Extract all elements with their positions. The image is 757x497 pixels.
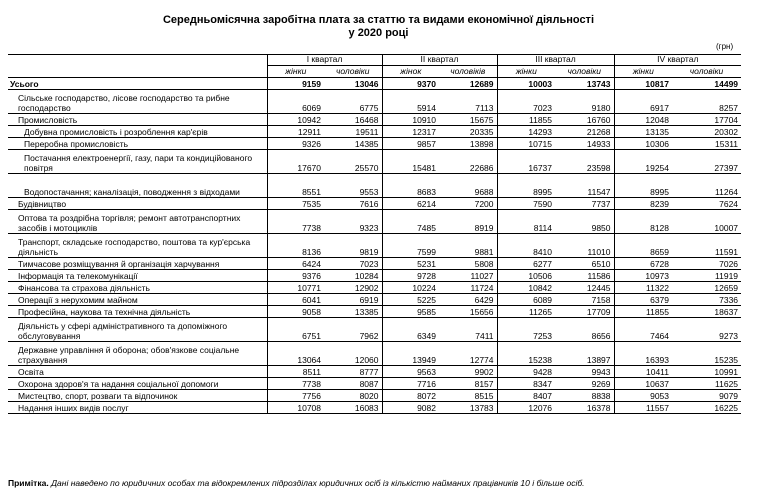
value-cell: 14499 [672,77,741,89]
value-cell: 8659 [614,233,672,257]
value-cell: 8777 [324,365,382,377]
value-cell: 17670 [267,149,324,173]
value-cell: 13783 [439,401,497,413]
value-cell: 10224 [382,281,439,293]
value-cell: 8020 [324,389,382,401]
table-row [8,377,741,389]
value-cell: 8128 [614,209,672,233]
header-blank [8,54,267,65]
value-cell: 10942 [267,113,324,125]
value-cell: 12911 [267,125,324,137]
row-label: Мистецтво, спорт, розваги та відпочинок [8,389,267,401]
table-row [8,137,741,149]
value-cell: 8515 [439,389,497,401]
quarter-2-header: II квартал [382,54,497,65]
row-label: Переробна промисловість [8,137,267,149]
value-cell: 10771 [267,281,324,293]
table-row [8,317,741,341]
value-cell: 16378 [555,401,614,413]
value-cell: 9180 [555,89,614,113]
value-cell: 9850 [555,209,614,233]
value-cell: 6214 [382,197,439,209]
value-cell: 7023 [324,257,382,269]
value-cell: 11027 [439,269,497,281]
value-cell: 9943 [555,365,614,377]
footnote [8,478,585,489]
value-cell: 9553 [324,173,382,197]
value-cell: 11547 [555,173,614,197]
value-cell: 10306 [614,137,672,149]
value-cell: 11265 [497,305,555,317]
table-row [8,269,741,281]
value-cell: 16760 [555,113,614,125]
value-cell: 7026 [672,257,741,269]
value-cell: 7590 [497,197,555,209]
value-cell: 7756 [267,389,324,401]
value-cell: 13135 [614,125,672,137]
row-label: Операції з нерухомим майном [8,293,267,305]
value-cell: 7464 [614,317,672,341]
value-cell: 12317 [382,125,439,137]
value-cell: 5914 [382,89,439,113]
quarter-1-header: I квартал [267,54,382,65]
value-cell: 12076 [497,401,555,413]
value-cell: 8410 [497,233,555,257]
value-cell: 6069 [267,89,324,113]
table-row [8,113,741,125]
value-cell: 10411 [614,365,672,377]
value-cell: 10007 [672,209,741,233]
quarter-4-header: IV квартал [614,54,741,65]
row-label: Державне управління й оборона; обов'язкове соціальне страхування [8,341,267,365]
value-cell: 8157 [439,377,497,389]
value-cell: 9323 [324,209,382,233]
value-cell: 13897 [555,341,614,365]
value-cell: 15311 [672,137,741,149]
table-row [8,125,741,137]
value-cell: 10973 [614,269,672,281]
value-cell: 11724 [439,281,497,293]
value-cell: 19511 [324,125,382,137]
value-cell: 7962 [324,317,382,341]
value-cell: 13898 [439,137,497,149]
value-cell: 8257 [672,89,741,113]
sub-header: жінки [614,65,672,77]
value-cell: 9079 [672,389,741,401]
value-cell: 8995 [497,173,555,197]
value-cell: 13046 [324,77,382,89]
value-cell: 13385 [324,305,382,317]
value-cell: 6424 [267,257,324,269]
value-cell: 10817 [614,77,672,89]
row-label: Постачання електроенергії, газу, пари та кондиційованого повітря [8,149,267,173]
value-cell: 6041 [267,293,324,305]
value-cell: 11919 [672,269,741,281]
value-cell: 23598 [555,149,614,173]
value-cell: 7158 [555,293,614,305]
value-cell: 12445 [555,281,614,293]
value-cell: 16468 [324,113,382,125]
value-cell: 9881 [439,233,497,257]
value-cell: 8511 [267,365,324,377]
value-cell: 5225 [382,293,439,305]
value-cell: 12048 [614,113,672,125]
value-cell: 8407 [497,389,555,401]
value-cell: 15238 [497,341,555,365]
value-cell: 10715 [497,137,555,149]
table-row [8,341,741,365]
row-label: Сільське господарство, лісове господарство та рибне господарство [8,89,267,113]
value-cell: 7738 [267,377,324,389]
value-cell: 21268 [555,125,614,137]
row-label: Оптова та роздрібна торгівля; ремонт автотранспортних засобів і мотоциклів [8,209,267,233]
value-cell: 8239 [614,197,672,209]
value-cell: 8838 [555,389,614,401]
value-cell: 7738 [267,209,324,233]
value-cell: 8656 [555,317,614,341]
sub-header: чоловіки [555,65,614,77]
value-cell: 7535 [267,197,324,209]
row-label: Тимчасове розміщування й організація харчування [8,257,267,269]
value-cell: 9273 [672,317,741,341]
value-cell: 6349 [382,317,439,341]
value-cell: 8683 [382,173,439,197]
value-cell: 16083 [324,401,382,413]
value-cell: 6751 [267,317,324,341]
value-cell: 6510 [555,257,614,269]
table-row [8,389,741,401]
value-cell: 10842 [497,281,555,293]
value-cell: 8995 [614,173,672,197]
table-subtitle-year: у 2020 році [348,27,409,39]
value-cell: 7023 [497,89,555,113]
value-cell: 7737 [555,197,614,209]
value-cell: 12659 [672,281,741,293]
footnote-text: Дані наведено по юридичних особах та відокремлених підрозділах юридичних осіб із кількістю найманих працівників 10 і більше осіб. [51,478,585,488]
value-cell: 20335 [439,125,497,137]
value-cell: 25570 [324,149,382,173]
value-cell: 7200 [439,197,497,209]
value-cell: 20302 [672,125,741,137]
table-row [8,209,741,233]
value-cell: 11625 [672,377,741,389]
value-cell: 7485 [382,209,439,233]
value-cell: 7599 [382,233,439,257]
value-cell: 7624 [672,197,741,209]
value-cell: 6917 [614,89,672,113]
value-cell: 10910 [382,113,439,125]
value-cell: 6379 [614,293,672,305]
value-cell: 12689 [439,77,497,89]
value-cell: 27397 [672,149,741,173]
value-cell: 8347 [497,377,555,389]
header-blank-2 [8,65,267,77]
value-cell: 9902 [439,365,497,377]
value-cell: 9269 [555,377,614,389]
sub-header: жінки [267,65,324,77]
value-cell: 11586 [555,269,614,281]
value-cell: 7716 [382,377,439,389]
value-cell: 14933 [555,137,614,149]
table-row [8,401,741,413]
row-label: Діяльність у сфері адміністративного та допоміжного обслуговування [8,317,267,341]
row-label: Водопостачання; каналізація, поводження з відходами [8,173,267,197]
value-cell: 11322 [614,281,672,293]
table-row [8,77,741,89]
table-row [8,365,741,377]
table-row [8,89,741,113]
sub-header: чоловіки [672,65,741,77]
value-cell: 8919 [439,209,497,233]
value-cell: 7616 [324,197,382,209]
value-cell: 8072 [382,389,439,401]
value-cell: 7113 [439,89,497,113]
value-cell: 8551 [267,173,324,197]
value-cell: 16393 [614,341,672,365]
row-label: Інформація та телекомунікації [8,269,267,281]
value-cell: 11557 [614,401,672,413]
value-cell: 22686 [439,149,497,173]
row-label: Професійна, наукова та технічна діяльність [8,305,267,317]
sub-header: жінки [497,65,555,77]
value-cell: 7253 [497,317,555,341]
value-cell: 8114 [497,209,555,233]
value-cell: 10506 [497,269,555,281]
sub-header: чоловіки [324,65,382,77]
value-cell: 19254 [614,149,672,173]
value-cell: 10708 [267,401,324,413]
value-cell: 9370 [382,77,439,89]
value-cell: 13743 [555,77,614,89]
unit-label: (грн) [716,42,734,51]
value-cell: 9728 [382,269,439,281]
value-cell: 10284 [324,269,382,281]
value-cell: 8087 [324,377,382,389]
value-cell: 6429 [439,293,497,305]
value-cell: 11264 [672,173,741,197]
value-cell: 9857 [382,137,439,149]
value-cell: 12060 [324,341,382,365]
value-cell: 9053 [614,389,672,401]
value-cell: 6728 [614,257,672,269]
table-row [8,197,741,209]
row-label: Транспорт, складське господарство, поштова та кур'єрська діяльність [8,233,267,257]
value-cell: 16225 [672,401,741,413]
value-cell: 10991 [672,365,741,377]
table-title: Середньомісячна заробітна плата за статтю та видами економічної діяльності [162,14,595,26]
table-row [8,293,741,305]
table-row [8,233,741,257]
row-label: Освіта [8,365,267,377]
value-cell: 18637 [672,305,741,317]
value-cell: 10637 [614,377,672,389]
value-cell: 14385 [324,137,382,149]
row-label: Охорона здоров'я та надання соціальної допомоги [8,377,267,389]
value-cell: 5231 [382,257,439,269]
value-cell: 14293 [497,125,555,137]
sub-header: жінок [382,65,439,77]
value-cell: 5808 [439,257,497,269]
sub-header: чоловіків [439,65,497,77]
value-cell: 6775 [324,89,382,113]
value-cell: 16737 [497,149,555,173]
row-label: Усього [8,77,267,89]
row-label: Надання інших видів послуг [8,401,267,413]
value-cell: 9428 [497,365,555,377]
row-label: Промисловість [8,113,267,125]
value-cell: 11855 [614,305,672,317]
value-cell: 12774 [439,341,497,365]
table-row [8,257,741,269]
value-cell: 6089 [497,293,555,305]
value-cell: 9563 [382,365,439,377]
value-cell: 9058 [267,305,324,317]
wage-table [8,54,741,414]
table-row [8,281,741,293]
footnote-label: Примітка. [8,478,49,488]
value-cell: 6919 [324,293,382,305]
value-cell: 11855 [497,113,555,125]
value-cell: 9159 [267,77,324,89]
value-cell: 7336 [672,293,741,305]
value-cell: 9585 [382,305,439,317]
value-cell: 8136 [267,233,324,257]
value-cell: 10003 [497,77,555,89]
value-cell: 9376 [267,269,324,281]
value-cell: 7411 [439,317,497,341]
value-cell: 13949 [382,341,439,365]
value-cell: 15656 [439,305,497,317]
table-row [8,305,741,317]
value-cell: 13064 [267,341,324,365]
value-cell: 6277 [497,257,555,269]
value-cell: 17704 [672,113,741,125]
table-row [8,173,741,197]
value-cell: 15481 [382,149,439,173]
row-label: Добувна промисловість і розроблення кар'єрів [8,125,267,137]
value-cell: 12902 [324,281,382,293]
value-cell: 9082 [382,401,439,413]
value-cell: 17709 [555,305,614,317]
value-cell: 15235 [672,341,741,365]
value-cell: 9819 [324,233,382,257]
row-label: Фінансова та страхова діяльність [8,281,267,293]
value-cell: 15675 [439,113,497,125]
value-cell: 11010 [555,233,614,257]
value-cell: 11591 [672,233,741,257]
value-cell: 9688 [439,173,497,197]
row-label: Будівництво [8,197,267,209]
table-row [8,149,741,173]
value-cell: 9326 [267,137,324,149]
table-body [8,77,741,413]
quarter-3-header: III квартал [497,54,614,65]
